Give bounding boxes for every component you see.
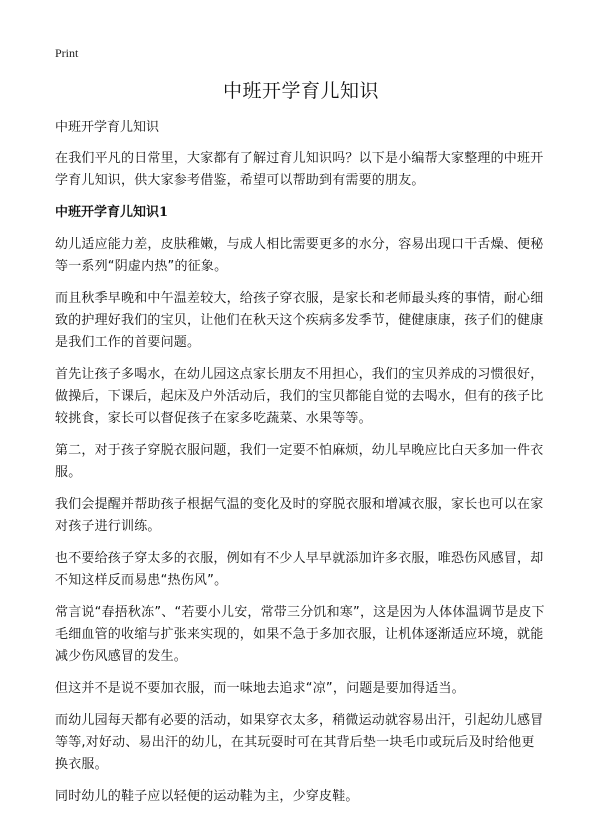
body-paragraph: 第二，对于孩子穿脱衣服问题，我们一定要不怕麻烦，幼儿早晚应比白天多加一件衣服。 — [55, 443, 544, 480]
print-link[interactable]: Print — [55, 46, 79, 60]
body-paragraph: 幼儿适应能力差，皮肤稚嫩，与成人相比需要更多的水分，容易出现口干舌燥、便秘等一系列“阴虚内热”的征象。 — [55, 237, 544, 274]
body-paragraph: 也不要给孩子穿太多的衣服，例如有不少人早早就添加许多衣服，唯恐伤风感冒，却不知这样反而易患“热伤风”。 — [55, 551, 544, 588]
body-paragraph: 但这并不是说不要加衣服，而一味地去追求“凉”，问题是要加得适当。 — [55, 681, 465, 696]
body-paragraph: 而且秋季早晚和中午温差较大，给孩子穿衣服，是家长和老师最头疼的事情，耐心细致的护理好我们的宝贝，让他们在秋天这个疾病多发季节，健健康康，孩子们的健康是我们工作的首要问题。 — [55, 291, 544, 350]
document-subtitle: 中班开学育儿知识 — [55, 120, 160, 135]
body-paragraph: 同时幼儿的鞋子应以轻便的运动鞋为主，少穿皮鞋。 — [55, 789, 359, 804]
body-paragraph: 首先让孩子多喝水，在幼儿园这点家长朋友不用担心，我们的宝贝养成的习惯很好，做操后，下课后，起床及户外活动后，我们的宝贝都能自觉的去喝水，但有的孩子比较挑食，家长可以督促孩子在家多吃蔬菜、水果等等。 — [55, 367, 544, 426]
body-paragraph: 我们会提醒并帮助孩子根据气温的变化及时的穿脱衣服和增减衣服，家长也可以在家对孩子进行训练。 — [55, 497, 544, 534]
section-heading: 中班开学育儿知识1 — [55, 205, 169, 220]
intro-paragraph: 在我们平凡的日常里，大家都有了解过育儿知识吗？以下是小编帮大家整理的中班开学育儿知识，供大家参考借鉴，希望可以帮助到有需要的朋友。 — [55, 151, 544, 188]
body-paragraph: 而幼儿园每天都有必要的活动，如果穿衣太多，稍微运动就容易出汗，引起幼儿感冒等等,对好动、易出汗的幼儿，在其玩耍时可在其背后垫一块毛巾或玩后及时给他更换衣服。 — [55, 713, 544, 772]
document-page — [55, 78, 547, 818]
body-paragraph: 常言说“春捂秋冻”、“若要小儿安，常带三分饥和寒”，这是因为人体体温调节是皮下毛细血管的收缩与扩张来实现的，如果不急于多加衣服，让机体逐渐适应环境，就能减少伤风感冒的发生。 — [55, 605, 545, 664]
page-title: 中班开学育儿知识 — [222, 80, 379, 102]
